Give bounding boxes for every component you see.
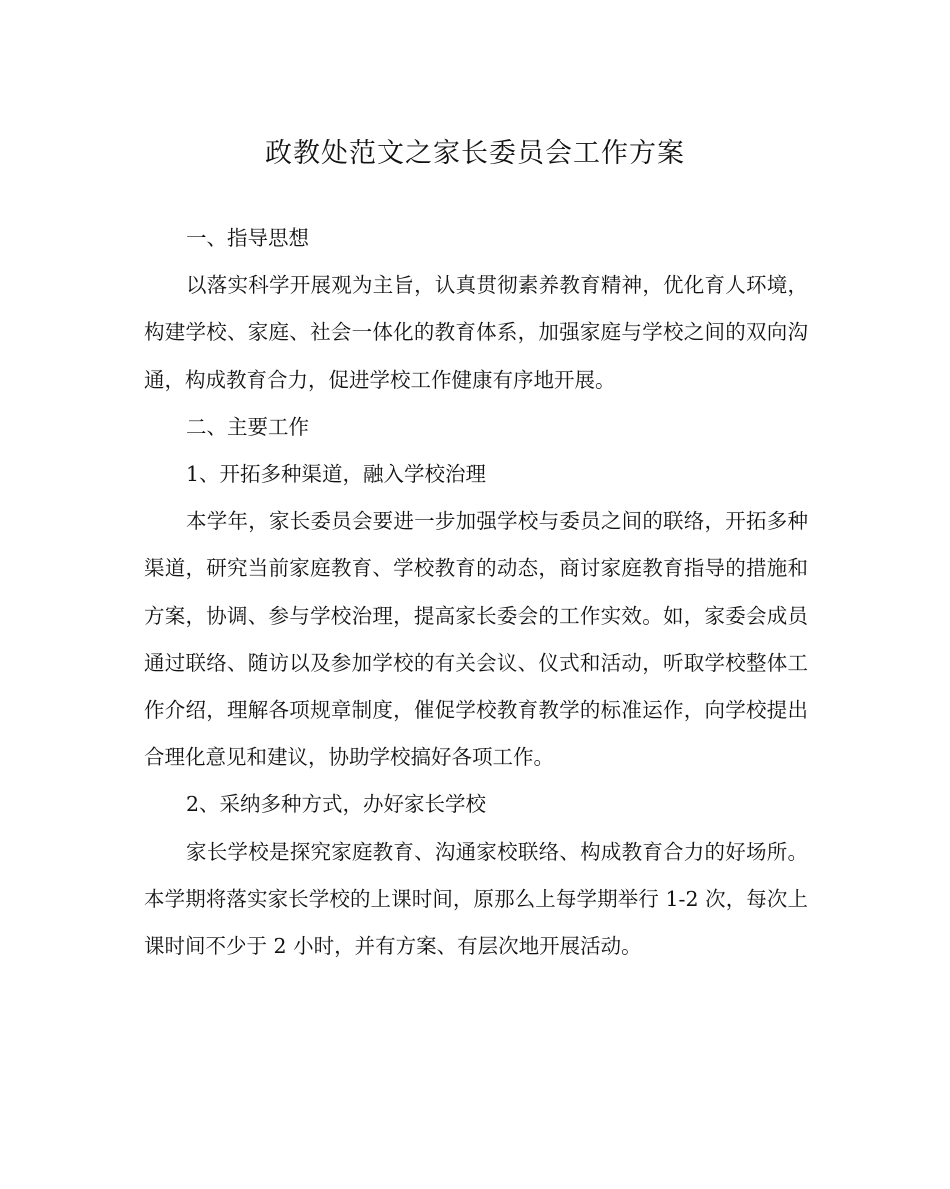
subsection-heading-1: 1、开拓多种渠道，融入学校治理 — [186, 462, 487, 487]
body-paragraph: 家长学校是探究家庭教育、沟通家校联络、构成教育合力的好场所。本学期将落实家长学校的上课时间，原那么上每学期举行 1-2 次，每次上课时间不少于 2 小时，并有方案、有层次地开展活动。 — [144, 839, 808, 959]
document-title: 政教处范文之家长委员会工作方案 — [265, 138, 685, 169]
section-heading-guiding-ideology: 一、指导思想 — [186, 226, 310, 250]
body-paragraph: 以落实科学开展观为主旨，认真贯彻素养教育精神，优化育人环境，构建学校、家庭、社会一体化的教育体系，加强家庭与学校之间的双向沟通，构成教育合力，促进学校工作健康有序地开展。 — [144, 273, 808, 392]
body-paragraph: 本学年，家长委员会要进一步加强学校与委员之间的联络，开拓多种渠道，研究当前家庭教育、学校教育的动态，商讨家庭教育指导的措施和方案，协调、参与学校治理，提高家长委会的工作实效。如，家委会成员通过联络、随访以及参加学校的有关会议、仪式和活动，听取学校整体工作介绍，理解各项规章制度，催促学校教育教学的标准运作，向学校提出合理化意见和建议，协助学校搞好各项工作。 — [144, 509, 808, 770]
section-heading-main-work: 二、主要工作 — [186, 414, 310, 439]
document-body — [144, 215, 808, 970]
subsection-heading-2: 2、采纳多种方式，办好家长学校 — [186, 792, 487, 817]
